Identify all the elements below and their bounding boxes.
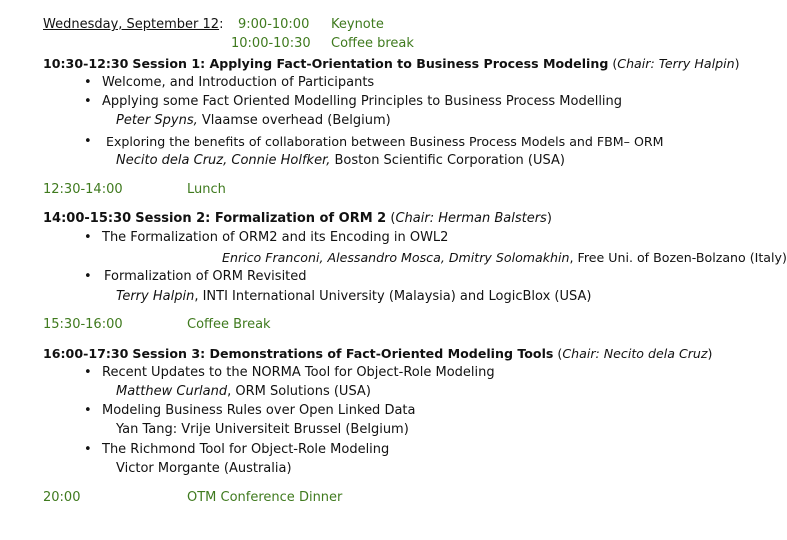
session2-chair: Chair: Herman Balsters [395,211,547,226]
session2-title: Session 2: Formalization of ORM 2 [135,211,387,226]
day-colon: : [219,17,224,32]
session2-item-2-affiliation: , INTI International University (Malaysia) and LogicBlox (USA) [194,289,592,304]
session1-title: Session 1: Applying Fact-Orientation to Business Process Modeling [132,56,609,71]
keynote-time: 9:00-10:00 [238,17,310,32]
session3-title: Session 3: Demonstrations of Fact-Oriented Modeling Tools [132,346,554,361]
session3-time: 16:00-17:30 [43,346,129,361]
session3-item-1-title: Recent Updates to the NORMA Tool for Object-Role Modeling [102,365,495,380]
session2-item-1-authors: Enrico Franconi, Alessandro Mosca, Dmitry Solomakhin [222,250,570,265]
day-header [43,16,223,34]
session1-heading [43,55,739,73]
session2-item-1-byline [222,249,787,267]
session3-item-3-byline: Victor Morgante (Australia) [116,461,292,476]
bullet-icon: • [84,269,92,284]
session3-chair-open: ( [557,346,563,361]
session1-time: 10:30-12:30 [43,56,129,71]
session1-chair: Chair: Terry Halpin [617,56,735,71]
session3-item-3-title: The Richmond Tool for Object-Role Modeling [102,442,390,457]
bullet-icon: • [84,134,92,149]
session1-item-3-authors: Necito dela Cruz, Connie Holfker, [116,153,331,168]
day-date: Wednesday, September 12 [43,17,220,32]
dinner-time: 20:00 [43,490,81,505]
coffee1-time: 10:00-10:30 [231,36,311,51]
session1-item-2-affiliation: Vlaamse overhead (Belgium) [197,113,391,128]
dinner-label: OTM Conference Dinner [187,490,343,505]
session3-chair-close: ) [707,346,713,361]
bullet-icon: • [84,75,92,90]
session1-item-2-authors: Peter Spyns, [116,113,198,128]
bullet-icon: • [84,403,92,418]
session2-item-2-byline [116,288,591,306]
session2-chair-open: ( [390,211,396,226]
session1-chair-open: ( [612,56,618,71]
coffee2-time: 15:30-16:00 [43,317,123,332]
session1-item-3-title: Exploring the benefits of collaboration between Business Process Models and FBM– ORM [106,134,664,149]
session2-item-2-title: Formalization of ORM Revisited [104,269,307,284]
session3-item-1-affiliation: , ORM Solutions (USA) [227,384,371,399]
session2-item-1-title: The Formalization of ORM2 and its Encoding in OWL2 [102,230,449,245]
session1-item-2-title: Applying some Fact Oriented Modelling Principles to Business Process Modelling [102,94,623,109]
session1-item-2-byline [116,112,391,130]
coffee2-label: Coffee Break [187,317,271,332]
session2-item-2-authors: Terry Halpin [116,289,195,304]
session1-item-3-affiliation: Boston Scientific Corporation (USA) [330,153,565,168]
coffee1-label: Coffee break [331,36,414,51]
bullet-icon: • [84,230,92,245]
session3-item-2-byline: Yan Tang: Vrije Universiteit Brussel (Belgium) [116,422,409,437]
session3-chair: Chair: Necito dela Cruz [562,346,708,361]
session2-item-1-affiliation: , Free Uni. of Bozen-Bolzano (Italy) [569,250,787,265]
session1-chair-close: ) [734,56,740,71]
session3-heading [43,345,712,363]
lunch-label: Lunch [187,182,226,197]
lunch-time: 12:30-14:00 [43,182,123,197]
bullet-icon: • [84,442,92,457]
keynote-label: Keynote [331,17,384,32]
session2-heading [43,210,552,228]
bullet-icon: • [84,94,92,109]
session3-item-1-authors: Matthew Curland [116,384,228,399]
session3-item-1-byline [116,383,371,401]
session2-chair-close: ) [546,211,552,226]
session1-item-1-title: Welcome, and Introduction of Participants [102,75,375,90]
session1-item-3-byline [116,152,565,170]
session3-item-2-title: Modeling Business Rules over Open Linked Data [102,403,416,418]
session2-time: 14:00-15:30 [43,211,132,226]
bullet-icon: • [84,365,92,380]
